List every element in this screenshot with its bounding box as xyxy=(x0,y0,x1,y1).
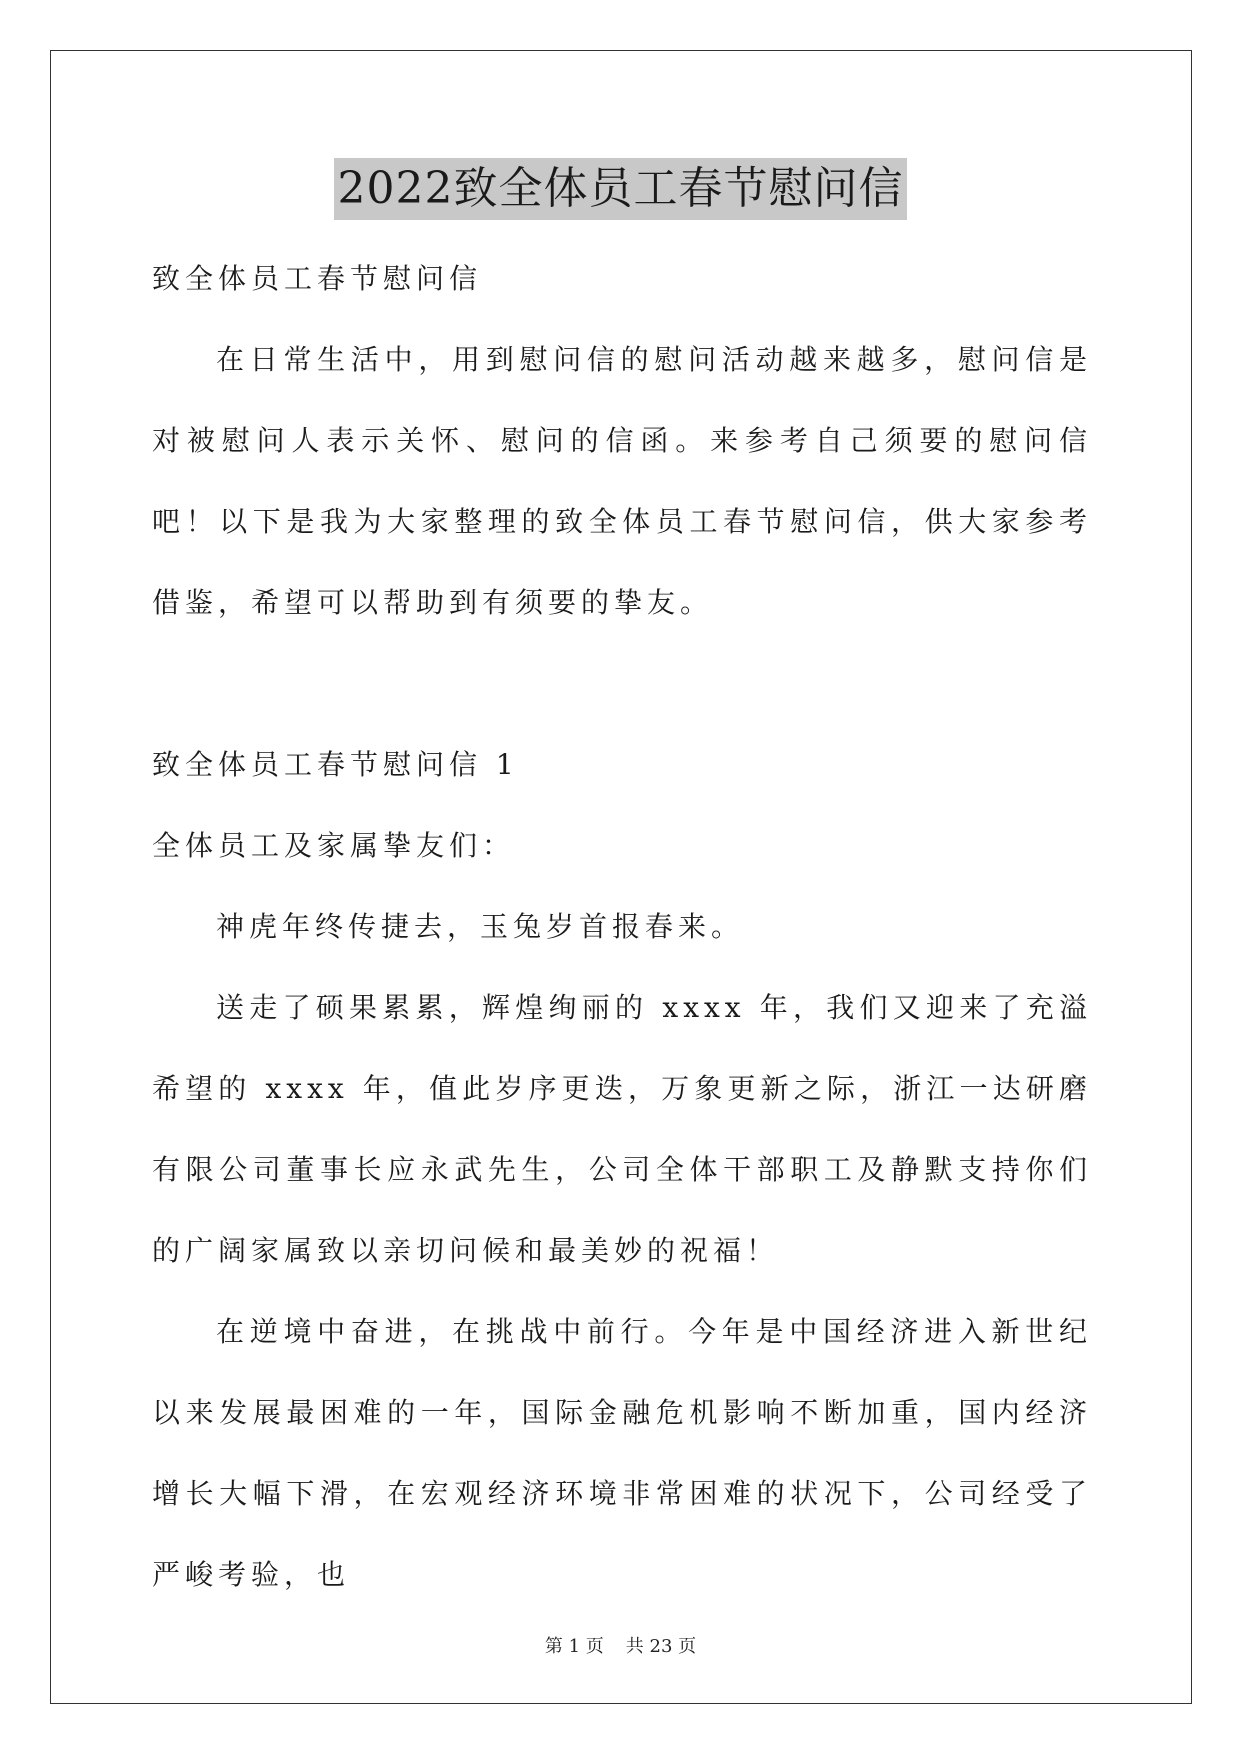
paragraph-2: 送走了硕果累累，辉煌绚丽的 xxxx 年，我们又迎来了充溢希望的 xxxx 年，值此岁序更迭，万象更新之际，浙江一达研磨有限公司董事长应永武先生，公司全体干部职工及静默支持你们的广阔家属致以亲切问候和最美妙的祝福！ xyxy=(152,991,1092,1267)
page-footer xyxy=(0,1632,1241,1658)
paragraph-3: 在逆境中奋进，在挑战中前行。今年是中国经济进入新世纪以来发展最困难的一年，国际金融危机影响不断加重，国内经济增长大幅下滑，在宏观经济环境非常困难的状况下，公司经受了严峻考验，也 xyxy=(152,1315,1092,1591)
subtitle: 致全体员工春节慰问信 xyxy=(152,262,483,295)
paragraph-1: 神虎年终传捷去，玉兔岁首报春来。 xyxy=(216,910,745,943)
page-number: 第 1 页 xyxy=(544,1636,604,1657)
title-container xyxy=(0,158,1241,220)
document-title: 2022致全体员工春节慰问信 xyxy=(334,158,908,220)
greeting: 全体员工及家属挚友们： xyxy=(152,829,516,862)
intro-paragraph: 在日常生活中，用到慰问信的慰问活动越来越多，慰问信是对被慰问人表示关怀、慰问的信函。来参考自己须要的慰问信吧！以下是我为大家整理的致全体员工春节慰问信，供大家参考借鉴，希望可以帮助到有须要的挚友。 xyxy=(152,343,1092,619)
section-heading: 致全体员工春节慰问信 1 xyxy=(152,748,519,781)
letter-body xyxy=(152,724,1092,1615)
document-body xyxy=(152,238,1092,643)
page-total: 共 23 页 xyxy=(625,1636,697,1657)
